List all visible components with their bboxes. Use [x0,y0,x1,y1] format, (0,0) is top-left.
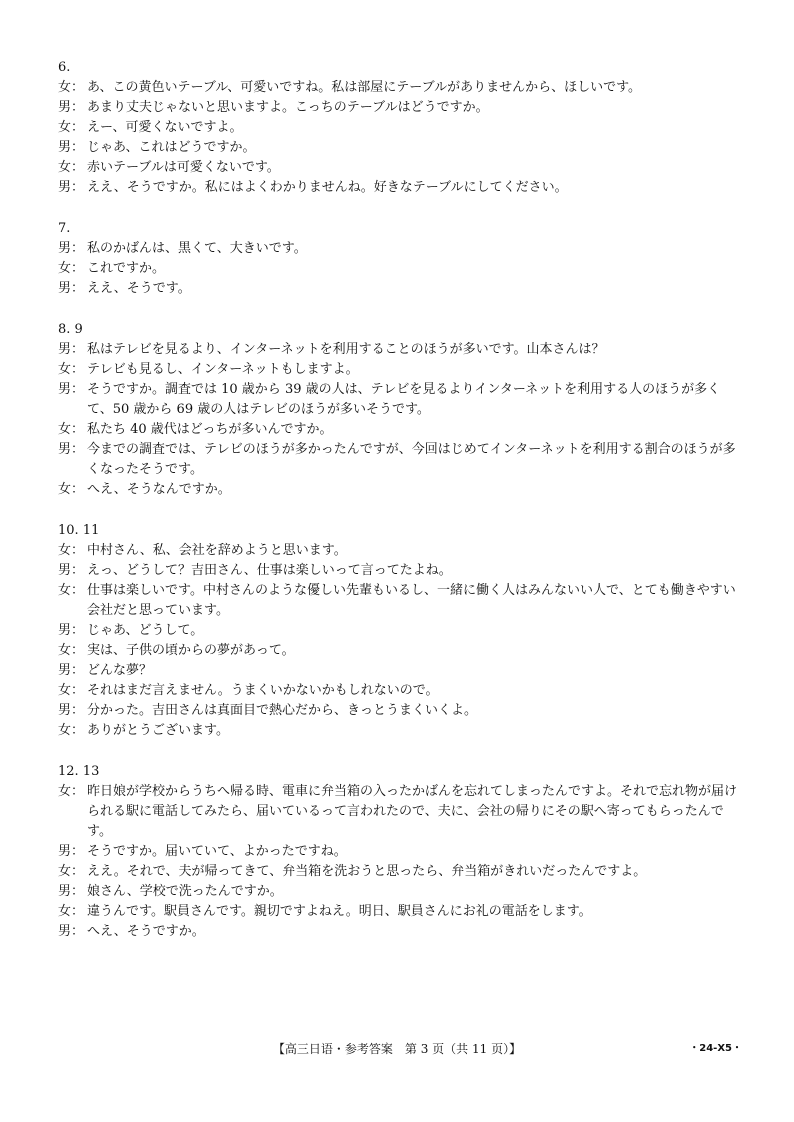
speaker-label: 男： [58,442,85,457]
dialogue-line [58,98,742,118]
speaker-label: 女： [58,120,85,135]
dialogue-text: 私はテレビを見るより、インターネットを利用することのほうが多いです。山本さんは？ [87,342,605,357]
speaker-label: 男： [58,100,85,115]
dialogue-text: 娘さん、学校で洗ったんですか。 [87,884,283,899]
dialogue-line [58,782,742,842]
dialogue-line [58,621,742,641]
speaker-label: 男： [58,140,85,155]
dialogue-text: あ、この黄色いテーブル、可愛いですね。私は部屋にテーブルがありませんから、ほしいです。 [87,80,642,95]
dialogue-text: えっ、どうして？吉田さん、仕事は楽しいって言ってたよね。 [87,563,452,578]
dialogue-line [58,541,742,561]
dialogue-text: そうですか。届いていて、よかったですね。 [87,844,347,859]
speaker-label: 女： [58,683,85,698]
dialogue-text: 昨日娘が学校からうちへ帰る時、電車に弁当箱の入ったかばんを忘れてしまったんですよ。それで忘れ物が届けられる駅に電話してみたら、届いているって言われたので、夫に、会社の帰りにその駅へ寄ってもらったんです。 [87,784,738,839]
dialogue-line [58,862,742,882]
dialogue-line [58,239,742,259]
speaker-label: 女： [58,482,85,497]
speaker-label: 女： [58,422,85,437]
dialogue-text: へえ、そうなんですか。 [87,482,231,497]
dialogue-section [58,320,742,500]
dialogue-line [58,581,742,621]
speaker-label: 女： [58,160,85,175]
dialogue-text: どんな夢？ [87,663,153,678]
dialogue-line [58,440,742,480]
dialogue-text: 仕事は楽しいです。中村さんのような優しい先輩もいるし、一緒に働く人はみんないい人で、とても働きやすい会社だと思っています。 [87,583,736,618]
speaker-label: 男： [58,342,85,357]
speaker-label: 女： [58,80,85,95]
dialogue-line [58,721,742,741]
dialogue-text: ええ。それで、夫が帰ってきて、弁当箱を洗おうと思ったら、弁当箱がきれいだったんですよ。 [87,864,647,879]
dialogue-text: 私たち 40 歳代はどっちが多いんですか。 [87,422,333,437]
speaker-label: 男： [58,180,85,195]
dialogue-section [58,762,742,942]
speaker-label: 男： [58,663,85,678]
dialogue-line [58,380,742,420]
speaker-label: 女： [58,583,85,598]
speaker-label: 男： [58,281,85,296]
dialogue-line [58,922,742,942]
speaker-label: 男： [58,844,85,859]
speaker-label: 女： [58,904,85,919]
dialogue-text: 今までの調査では、テレビのほうが多かったんですが、今回はじめてインターネットを利用する割合のほうが多くなったそうです。 [87,442,736,477]
speaker-label: 女： [58,723,85,738]
speaker-label: 男： [58,563,85,578]
speaker-label: 女： [58,643,85,658]
dialogue-line [58,661,742,681]
dialogue-text: ありがとうございます。 [87,723,229,738]
speaker-label: 男： [58,884,85,899]
speaker-label: 女： [58,261,85,276]
dialogue-text: えー、可愛くないですよ。 [87,120,243,135]
dialogue-line [58,842,742,862]
dialogue-line [58,158,742,178]
document-body [58,58,742,963]
speaker-label: 女： [58,362,85,377]
dialogue-text: それはまだ言えません。うまくいかないかもしれないので。 [87,683,439,698]
speaker-label: 男： [58,703,85,718]
dialogue-line [58,259,742,279]
dialogue-line [58,641,742,661]
question-number: 6. [58,60,71,75]
dialogue-line [58,279,742,299]
speaker-label: 男： [58,382,85,397]
dialogue-line [58,902,742,922]
speaker-label: 男： [58,623,85,638]
dialogue-line [58,138,742,158]
speaker-label: 男： [58,924,85,939]
dialogue-line [58,360,742,380]
dialogue-text: 実は、子供の頃からの夢があって。 [87,643,295,658]
dialogue-text: 赤いテーブルは可愛くないです。 [87,160,280,175]
dialogue-text: ええ、そうです。 [87,281,191,296]
dialogue-text: あまり丈夫じゃないと思いますよ。こっちのテーブルはどうですか。 [87,100,489,115]
dialogue-text: へえ、そうですか。 [87,924,205,939]
dialogue-section [58,219,742,299]
dialogue-text: ええ、そうですか。私にはよくわかりませんね。好きなテーブルにしてください。 [87,180,568,195]
dialogue-line [58,78,742,98]
dialogue-text: じゃあ、どうして。 [87,623,204,638]
dialogue-section [58,58,742,198]
dialogue-text: 違うんです。駅員さんです。親切ですよねえ。明日、駅員さんにお礼の電話をします。 [87,904,592,919]
speaker-label: 女： [58,543,85,558]
question-number: 7. [58,221,71,236]
dialogue-text: テレビも見るし、インターネットもしますよ。 [87,362,359,377]
dialogue-text: 分かった。吉田さんは真面目で熱心だから、きっとうまくいくよ。 [87,703,478,718]
speaker-label: 男： [58,241,85,256]
question-number: 12. 13 [58,764,100,779]
dialogue-line [58,480,742,500]
question-number: 8. 9 [58,322,83,337]
dialogue-line [58,882,742,902]
page-footer [0,1041,794,1057]
speaker-label: 女： [58,784,85,799]
dialogue-text: これですか。 [87,261,166,276]
dialogue-text: そうですか。調査では 10 歳から 39 歳の人は、テレビを見るよりインターネットを利用する人のほうが多くて、50 歳から 69 歳の人はテレビのほうが多いそうです。 [87,382,721,417]
dialogue-line [58,340,742,360]
dialogue-section [58,521,742,741]
dialogue-line [58,178,742,198]
dialogue-line [58,561,742,581]
dialogue-line [58,118,742,138]
dialogue-text: 中村さん、私、会社を辞めようと思います。 [87,543,347,558]
speaker-label: 女： [58,864,85,879]
dialogue-text: じゃあ、これはどうですか。 [87,140,256,155]
dialogue-line [58,420,742,440]
question-number: 10. 11 [58,523,100,538]
dialogue-line [58,681,742,701]
dialogue-line [58,701,742,721]
footer-code: ・24-X5・ [689,1043,742,1054]
dialogue-text: 私のかばんは、黒くて、大きいです。 [87,241,307,256]
footer-page-info: 【高三日语・参考答案 第 3 页（共 11 页）】 [272,1042,522,1056]
